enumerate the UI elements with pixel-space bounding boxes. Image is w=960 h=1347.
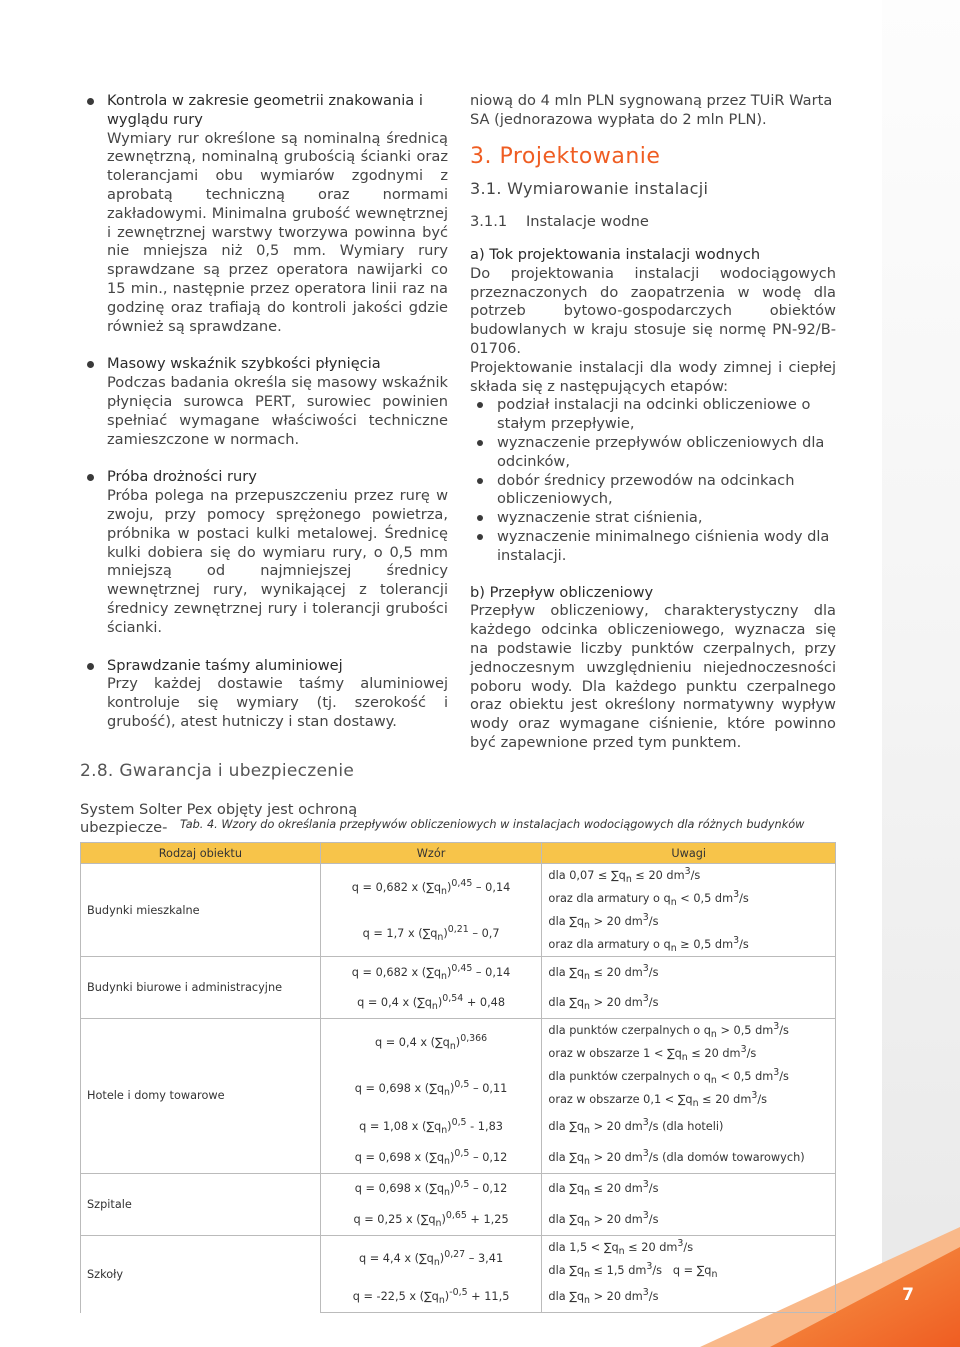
bullet-patency-test — [80, 468, 448, 637]
right-edge-band — [882, 0, 960, 1347]
table-cell-type: Szkoły — [81, 1235, 321, 1313]
table-cell-note: dla $\sum q_n > 20$ $dm^3/s$ (dla domów towarowych) — [542, 1142, 836, 1173]
bullet-icon — [87, 663, 94, 670]
bullet-aluminium-tape — [80, 657, 448, 732]
bullet-title: Sprawdzanie taśmy aluminiowej — [107, 656, 343, 674]
bullet-title: Kontrola w zakresie geometrii znakowania i wyglądu rury — [107, 92, 423, 128]
table-cell-note: dla $0,07 \le \sum q_n \le 20$ $dm^3/s$ oraz dla armatury o $q_n < 0,5$ $dm^3/s$ — [542, 864, 836, 911]
bullet-icon — [87, 474, 94, 481]
table-cell-formula: q = 4,4 x $(\sum q_n)^{0,27} - 3,41$ — [320, 1235, 542, 1282]
table-cell-note: dla $1,5 < \sum q_n \le 20$ $dm^3/s$ dla $\sum q_n \le 1,5$ $dm^3/s$ $q = \sum q_n$ — [542, 1235, 836, 1282]
table-cell-note: dla $\sum q_n > 20$ $dm^3/s$ — [542, 1204, 836, 1235]
table-cell-note: dla $\sum q_n \le 20$ $dm^3/s$ — [542, 957, 836, 988]
subsection-a-text-2: Projektowanie instalacji dla wody zimnej i ciepłej składa się z następujących etapów: — [470, 358, 836, 395]
subsection-a-title: a) Tok projektowania instalacji wodnych — [470, 245, 761, 263]
subsection-b-title: b) Przepływ obliczeniowy — [470, 583, 654, 601]
bullet-geometry-check — [80, 92, 448, 336]
table-cell-note: dla punktów czerpalnych o $q_n > 0,5$ $dm^3/s$ oraz w obszarze $1 < \sum q_n \le 20$ $dm^3/s$ — [542, 1019, 836, 1066]
table-cell-type: Szpitale — [81, 1173, 321, 1235]
table-cell-note: dla $\sum q_n > 20$ $dm^3/s$ (dla hoteli) — [542, 1111, 836, 1142]
table-caption: Tab. 4. Wzory do określania przepływów obliczeniowych w instalacjach wodociągowych dla różnych budynków — [180, 818, 805, 831]
table-cell-note: dla $\sum q_n > 20$ $dm^3/s$ — [542, 988, 836, 1019]
table-cell-formula: q = 0,4 x $(\sum q_n)^{0,54} + 0,48$ — [320, 988, 542, 1019]
page-number: 7 — [902, 1285, 914, 1305]
bullet-icon — [477, 515, 483, 521]
table-cell-type: Budynki biurowe i administracyjne — [81, 957, 321, 1019]
section-title: Instalacje wodne — [526, 213, 649, 231]
bullet-icon — [87, 98, 94, 105]
warranty-text: System Solter Pex objęty jest ochroną ubezpiecze- — [80, 800, 358, 837]
table-cell-note: dla punktów czerpalnych o $q_n < 0,5$ $dm^3/s$ oraz w obszarze $0,1 < \sum q_n \le 20$ $dm^3/s$ — [542, 1065, 836, 1111]
list-item: dobór średnicy przewodów na odcinkach obliczeniowych, — [470, 472, 836, 510]
table-cell-formula: q = 0,25 x $(\sum q_n)^{0,65} + 1,25$ — [320, 1204, 542, 1235]
table-cell-formula: q = 0,698 x $(\sum q_n)^{0,5} - 0,12$ — [320, 1173, 542, 1204]
table-cell-formula: q = 1,08 x $(\sum q_n)^{0,5} - 1,83$ — [320, 1111, 542, 1142]
bullet-melt-flow — [80, 355, 448, 449]
table-cell-formula: q = 1,7 x $(\sum q_n)^{0,21} - 0,7$ — [320, 910, 542, 957]
bullet-title: Masowy wskaźnik szybkości płynięcia — [107, 355, 381, 373]
list-item: wyznaczenie minimalnego ciśnienia wody dla instalacji. — [470, 528, 836, 566]
table-cell-formula: q = 0,682 x $(\sum q_n)^{0,45} - 0,14$ — [320, 864, 542, 911]
list-item: wyznaczenie przepływów obliczeniowych dla odcinków, — [470, 434, 836, 472]
section-heading-3-1: 3.1. Wymiarowanie instalacji — [470, 179, 709, 199]
left-column — [80, 92, 448, 838]
bullet-title: Próba drożności rury — [107, 468, 257, 486]
column-header: Uwagi — [542, 843, 836, 864]
bullet-icon — [477, 534, 483, 540]
table-cell-note: dla $\sum q_n \le 20$ $dm^3/s$ — [542, 1173, 836, 1204]
section-heading-2-8: 2.8. Gwarancja i ubezpieczenie — [80, 760, 355, 781]
bullet-text: Podczas badania określa się masowy wskaźnik płynięcia surowca PERT, surowiec powinien spełniać wymagane właściwości techniczne zamieszczone w normach. — [107, 374, 448, 448]
warranty-continuation: niową do 4 mln PLN sygnowaną przez TUiR Warta SA (jednorazowa wypłata do 2 mln PLN). — [470, 92, 833, 128]
bullet-text: Wymiary rur określone są nominalną średnicą zewnętrzną, nominalną grubością ścianki oraz tolerancjami obu wymiarów zgodnymi z aprobatą techniczną oraz normami zakładowymi. Minimalna grubość wewnętrznej i zewnętrznej warstwy tworzywa powinna być nie mniejsza niż 0,5 mm. Wymiary rury sprawdzane są przez operatora nawijarki co 15 min., następnie przez operatora linii raz na godzinę oraz trafiają do kontroli jakości gdzie również są sprawdzane. — [107, 129, 448, 335]
list-item: wyznaczenie strat ciśnienia, — [470, 509, 836, 528]
bullet-icon — [87, 361, 94, 368]
section-heading-3: 3. Projektowanie — [470, 143, 661, 169]
table-cell-type: Budynki mieszkalne — [81, 864, 321, 957]
subsection-b-text: Przepływ obliczeniowy, charakterystyczny dla każdego odcinka obliczeniowego, wyznacza się na podstawie liczby punktów czerpalnych, przy jednoczesnym uwzględnieniu niejednoczesności poboru wody. Dla każdego punktu czerpalnego oraz obiektu jest określony normatywny wypływ wody oraz wymagane ciśnienie, które powinno być zapewnione przed tym punktem. — [470, 602, 836, 751]
table-cell-formula: q = -22,5 x $(\sum q_n)^{-0,5} + 11,5$ — [320, 1282, 542, 1313]
bullet-text: Przy każdej dostawie taśmy aluminiowej kontroluje się wymiary (tj. szerokość i grubość), atest hutniczy i stan dostawy. — [107, 675, 448, 730]
table-cell-note: dla $\sum q_n > 20$ $dm^3/s$ — [542, 1282, 836, 1313]
right-column — [470, 92, 836, 753]
section-number: 3.1.1 — [470, 213, 508, 231]
steps-list — [470, 396, 836, 565]
bullet-icon — [477, 402, 483, 408]
list-item: podział instalacji na odcinki obliczeniowe o stałym przepływie, — [470, 396, 836, 434]
table-cell-type: Hotele i domy towarowe — [81, 1019, 321, 1174]
bullet-icon — [477, 478, 483, 484]
column-header: Wzór — [320, 843, 542, 864]
table-cell-note: dla $\sum q_n > 20$ $dm^3/s$ oraz dla armatury o $q_n \ge 0,5$ $dm^3/s$ — [542, 910, 836, 957]
subsection-a-text: Do projektowania instalacji wodociągowych przeznaczonych do zaopatrzenia w wodę dla potrzeb bytowo-gospodarczych obiektów budowlanych w kraju stosuje się normę PN-92/B-01706. — [470, 264, 836, 357]
column-header: Rodzaj obiektu — [81, 843, 321, 864]
table-cell-formula: q = 0,698 x $(\sum q_n)^{0,5} - 0,11$ — [320, 1065, 542, 1111]
bullet-icon — [477, 440, 483, 446]
table-cell-formula: q = 0,698 x $(\sum q_n)^{0,5} - 0,12$ — [320, 1142, 542, 1173]
bullet-text: Próba polega na przepuszczeniu przez rurę w zwoju, przy pomocy sprężonego powietrza, próbnika w postaci kulki metalowej. Średnicę kulki dobiera się do wymiaru rury, o 0,5 mm mniejszą od najmniejszej średnicy wewnętrznej rury, wynikającej z tolerancji średnicy zewnętrznej rury i tolerancji grubości ścianki. — [107, 487, 448, 636]
table-cell-formula: q = 0,4 x $(\sum q_n)^{0,366}$ — [320, 1019, 542, 1066]
flow-formula-table — [80, 842, 836, 1313]
table-cell-formula: q = 0,682 x $(\sum q_n)^{0,45} - 0,14$ — [320, 957, 542, 988]
section-heading-3-1-1 — [470, 213, 836, 232]
